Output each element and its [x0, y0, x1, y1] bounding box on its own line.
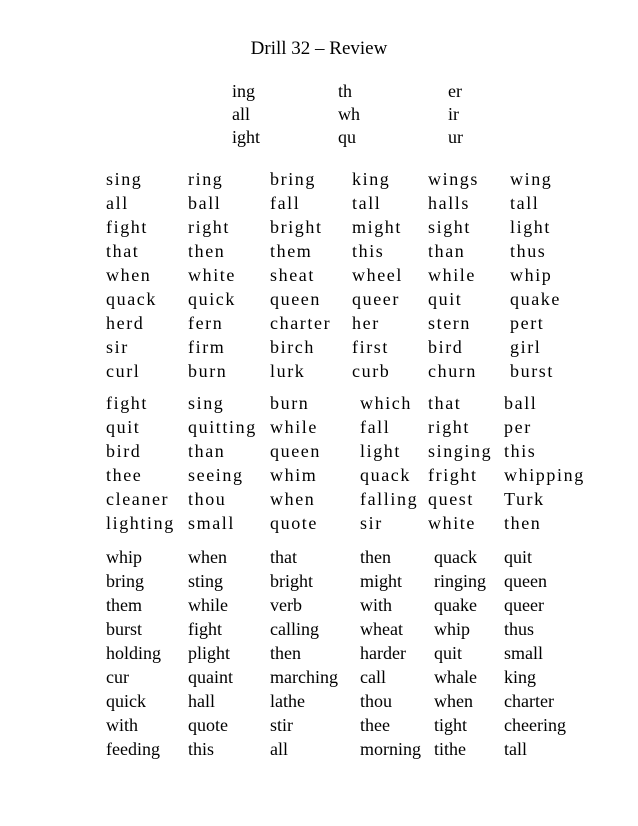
word: sight: [428, 217, 472, 237]
word: charter: [270, 313, 332, 333]
word: quack: [434, 547, 477, 567]
word: tithe: [434, 739, 466, 759]
pattern: er: [448, 81, 462, 101]
word: when: [188, 547, 227, 567]
word: quote: [270, 513, 318, 533]
word-row: [106, 666, 626, 690]
word: burn: [188, 361, 228, 381]
word-row: [106, 618, 626, 642]
word: whip: [510, 265, 553, 285]
word: ringing: [434, 571, 486, 591]
word: fight: [106, 393, 148, 413]
word: king: [352, 169, 391, 189]
word: fight: [188, 619, 222, 639]
word: while: [270, 417, 318, 437]
word: pert: [510, 313, 545, 333]
word: thus: [504, 619, 535, 639]
word: quit: [434, 643, 463, 663]
word: stern: [428, 313, 471, 333]
word: tall: [352, 193, 382, 213]
word: right: [428, 417, 470, 437]
word: ball: [188, 193, 222, 213]
word: fall: [270, 193, 301, 213]
word-grid-3: [106, 546, 626, 762]
word: call: [360, 667, 386, 687]
word: quake: [510, 289, 561, 309]
word: quaint: [188, 667, 233, 687]
word: charter: [504, 691, 554, 711]
word: Turk: [504, 489, 545, 509]
word: whip: [434, 619, 470, 639]
word: marching: [270, 667, 338, 687]
pattern: all: [232, 104, 250, 124]
word-row: [106, 738, 626, 762]
word: sting: [188, 571, 224, 591]
word-row: [106, 360, 626, 384]
word: when: [270, 489, 316, 509]
word: stir: [270, 715, 294, 735]
word: cleaner: [106, 489, 170, 509]
word-row: [106, 642, 626, 666]
word: thee: [360, 715, 390, 735]
word: with: [106, 715, 139, 735]
word: quitting: [188, 417, 257, 437]
word: quick: [106, 691, 146, 711]
word-row: [106, 216, 626, 240]
page-title: Drill 32 – Review: [250, 38, 388, 59]
word: bring: [270, 169, 316, 189]
word: sing: [106, 169, 143, 189]
word: queer: [504, 595, 544, 615]
word: firm: [188, 337, 226, 357]
word: quote: [188, 715, 228, 735]
word: which: [360, 393, 412, 413]
word: right: [188, 217, 230, 237]
word: king: [504, 667, 537, 687]
word: halls: [428, 193, 470, 213]
word: quake: [434, 595, 477, 615]
word: this: [188, 739, 215, 759]
word: than: [188, 441, 226, 461]
word-grid-1: [106, 168, 626, 384]
word: cur: [106, 667, 129, 687]
word: fight: [106, 217, 148, 237]
word: while: [428, 265, 476, 285]
word: with: [360, 595, 393, 615]
word: quack: [360, 465, 411, 485]
word: quit: [428, 289, 463, 309]
word: singing: [428, 441, 493, 461]
word: bright: [270, 571, 313, 591]
word: fern: [188, 313, 224, 333]
pattern: ing: [232, 81, 256, 101]
word: sheat: [270, 265, 315, 285]
word: churn: [428, 361, 477, 381]
word-row: [106, 690, 626, 714]
word: wing: [510, 169, 553, 189]
word: quest: [428, 489, 474, 509]
word: when: [434, 691, 473, 711]
word: then: [188, 241, 226, 261]
word: tall: [510, 193, 540, 213]
word: small: [504, 643, 543, 663]
word: thus: [510, 241, 547, 261]
word-row: [106, 336, 626, 360]
word: harder: [360, 643, 406, 663]
word: burn: [270, 393, 310, 413]
word: herd: [106, 313, 145, 333]
word: while: [188, 595, 228, 615]
word: then: [504, 513, 542, 533]
word: plight: [188, 643, 231, 663]
word: lurk: [270, 361, 306, 381]
pattern: ir: [448, 104, 459, 124]
word-row: [106, 392, 626, 416]
word: queen: [504, 571, 547, 591]
word: thou: [188, 489, 227, 509]
word: light: [510, 217, 552, 237]
word: queer: [352, 289, 400, 309]
word-row: [106, 416, 626, 440]
pattern: qu: [338, 127, 356, 147]
word: whip: [106, 547, 142, 567]
word: than: [428, 241, 466, 261]
word: queen: [270, 441, 321, 461]
word: this: [352, 241, 385, 261]
word: her: [352, 313, 380, 333]
word: curl: [106, 361, 141, 381]
word: cheering: [504, 715, 566, 735]
pattern: th: [338, 81, 353, 101]
word: fall: [360, 417, 391, 437]
word: whale: [434, 667, 477, 687]
word: feeding: [106, 739, 160, 759]
word: thou: [360, 691, 393, 711]
word-row: [106, 192, 626, 216]
word-row: [106, 312, 626, 336]
word: first: [352, 337, 389, 357]
word: quit: [106, 417, 141, 437]
word: ring: [188, 169, 224, 189]
word-row: [106, 440, 626, 464]
word: whim: [270, 465, 318, 485]
word-row: [106, 264, 626, 288]
word: ball: [504, 393, 538, 413]
word: sing: [188, 393, 225, 413]
word-row: [106, 168, 626, 192]
word: fright: [428, 465, 478, 485]
word: bird: [428, 337, 464, 357]
word-row: [106, 512, 626, 536]
word: calling: [270, 619, 319, 639]
word: bright: [270, 217, 323, 237]
word: birch: [270, 337, 315, 357]
word: that: [106, 241, 140, 261]
word: them: [270, 241, 313, 261]
word: curb: [352, 361, 391, 381]
word: wheat: [360, 619, 403, 639]
word: wings: [428, 169, 480, 189]
word: this: [504, 441, 537, 461]
word: all: [270, 739, 288, 759]
word-grid-2: [106, 392, 626, 536]
word-row: [106, 594, 626, 618]
word: then: [360, 547, 391, 567]
word: sir: [360, 513, 383, 533]
word: holding: [106, 643, 162, 663]
word: when: [106, 265, 152, 285]
word: tight: [434, 715, 468, 735]
word: quack: [106, 289, 157, 309]
word: seeing: [188, 465, 244, 485]
word: quick: [188, 289, 236, 309]
word: burst: [106, 619, 142, 639]
word-row: [106, 288, 626, 312]
word: whipping: [504, 465, 585, 485]
word: lighting: [106, 513, 175, 533]
word: small: [188, 513, 235, 533]
word: light: [360, 441, 402, 461]
word: lathe: [270, 691, 305, 711]
word: all: [106, 193, 129, 213]
word: tall: [504, 739, 527, 759]
word: sir: [106, 337, 129, 357]
word: morning: [360, 739, 421, 759]
word: wheel: [352, 265, 403, 285]
word: that: [428, 393, 462, 413]
word: that: [270, 547, 297, 567]
word-row: [106, 240, 626, 264]
word: quit: [504, 547, 533, 567]
pattern: wh: [338, 104, 360, 124]
word-row: [106, 464, 626, 488]
word: hall: [188, 691, 215, 711]
word-row: [106, 488, 626, 512]
word: per: [504, 417, 532, 437]
word: girl: [510, 337, 542, 357]
word: falling: [360, 489, 419, 509]
word-row: [106, 546, 626, 570]
word: might: [352, 217, 403, 237]
word: them: [106, 595, 142, 615]
pattern: ight: [232, 127, 261, 147]
word: white: [188, 265, 236, 285]
word: might: [360, 571, 403, 591]
word: burst: [510, 361, 554, 381]
word: white: [428, 513, 476, 533]
word: bird: [106, 441, 142, 461]
word-row: [106, 570, 626, 594]
pattern: ur: [448, 127, 463, 147]
word: then: [270, 643, 301, 663]
word: bring: [106, 571, 144, 591]
word-row: [106, 714, 626, 738]
word: verb: [270, 595, 302, 615]
word: thee: [106, 465, 143, 485]
word: queen: [270, 289, 321, 309]
